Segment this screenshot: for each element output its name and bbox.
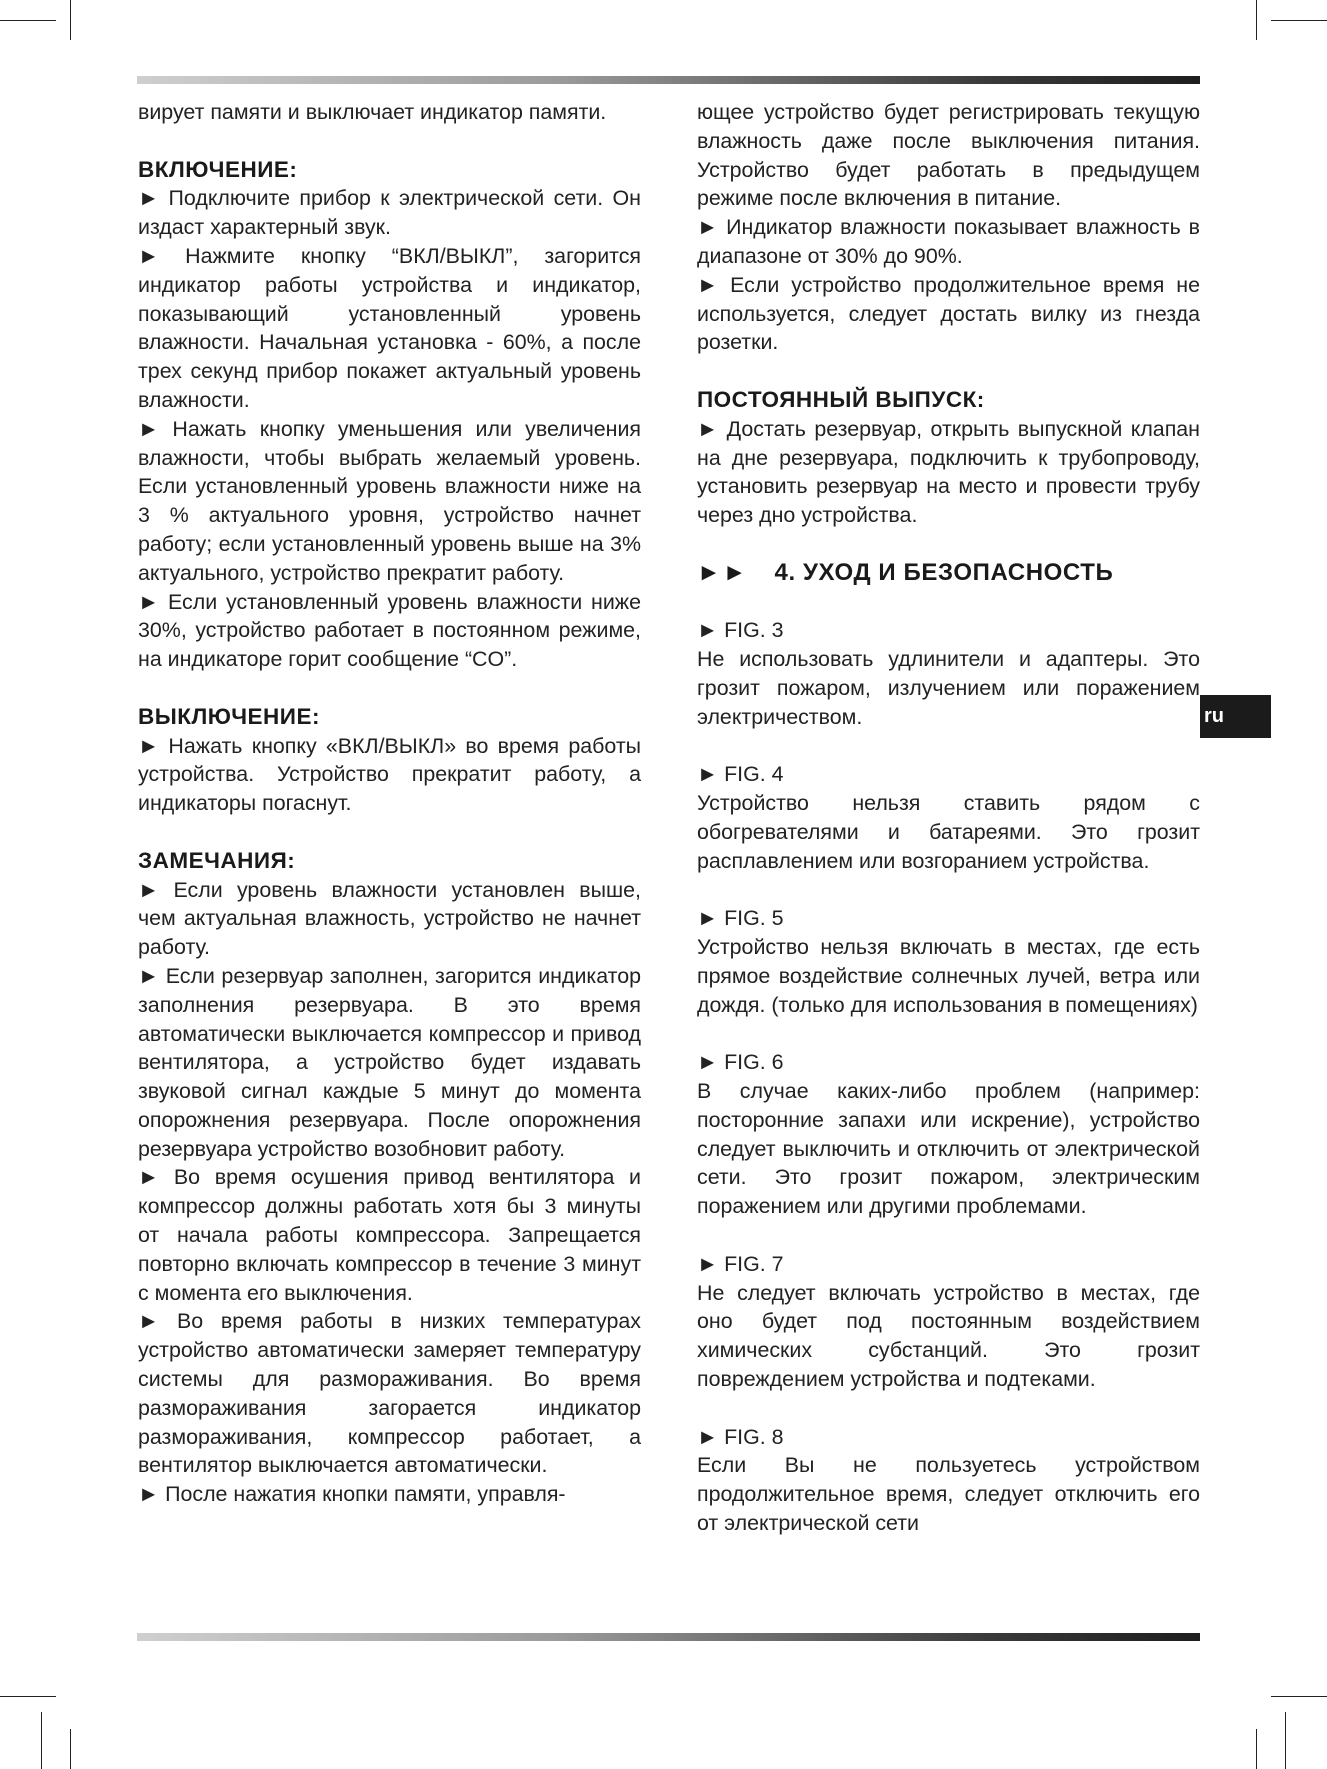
fig-text: Устройство нельзя ставить рядом с обогревателями и батареями. Это грозит расплавлением или возгоранием устройства. [697, 791, 1200, 873]
fig-label: ► FIG. 6 [697, 1050, 784, 1075]
continuation-paragraph: ющее устройство будет регистрировать текущую влажность даже после выключения питания. Устройство будет работать в предыдущем режиме после включения в питание. [697, 100, 1200, 211]
double-arrow-icon: ►► [697, 558, 749, 586]
fig-text: Не использовать удлинители и адаптеры. Это грозит пожаром, излучением или поражением электричеством. [697, 647, 1200, 729]
fig-label: ► FIG. 8 [697, 1424, 784, 1449]
power-off-heading: ВЫКЛЮЧЕНИЕ: [138, 703, 320, 729]
list-item: ► Подключите прибор к электрической сети. Он издаст характерный звук. [138, 186, 641, 240]
fig-text: Не следует включать устройство в местах, где оно будет под постоянным воздействием химических субстанций. Это грозит повреждением устройства и подтеками. [697, 1280, 1200, 1392]
language-tab: ru [1200, 695, 1271, 738]
notes-heading: ЗАМЕЧАНИЯ: [138, 847, 296, 873]
crop-mark [41, 1712, 42, 1769]
list-item: ► Если резервуар заполнен, загорится индикатор заполнения резервуара. В это время автоматически выключается компрессор и привод вентилятора, а устройство будет издавать звуковой сигнал каждые 5 минут до момента опорожнения резервуара. После опорожнения резервуара устройство возобновит работу. [138, 963, 641, 1161]
list-item: ► Во время работы в низких температурах устройство автоматически замеряет температуру системы для размораживания. Во время размораживания загорается индикатор размораживания, компрессор работает, а вентилятор выключается автоматически. [138, 1309, 641, 1478]
list-item: ► Достать резервуар, открыть выпускной клапан на дне резервуара, подключить к трубопроводу, установить резервуар на место и провести трубу через дно устройства. [697, 416, 1200, 528]
fig-label: ► FIG. 3 [697, 618, 784, 643]
care-section-heading [697, 559, 1200, 588]
list-item: ► Во время осушения привод вентилятора и компрессор должны работать хотя бы 3 минуты от начала работы компрессора. Запрещается повторно включать компрессор в течение 3 минут с момента его выключения. [138, 1165, 641, 1305]
list-item: ► Если установленный уровень влажности ниже 30%, устройство работает в постоянном режиме, на индикаторе горит сообщение “CO”. [138, 589, 641, 672]
fig-text: В случае каких-либо проблем (например: посторонние запахи или искрение), устройство следует выключить и отключить от электрической сети. Это грозит пожаром, электрическим поражением или другими проблемами. [697, 1079, 1200, 1219]
list-item: ► Нажмите кнопку “ВКЛ/ВЫКЛ”, загорится индикатор работы устройства и индикатор, показывающий установленный уровень влажности. Начальная установка - 60%, а после трех секунд прибор покажет актуальный уровень влажности. [138, 243, 641, 412]
footer-gradient-bar [137, 1633, 1200, 1641]
intro-paragraph: вирует памяти и выключает индикатор памяти. [138, 100, 607, 124]
fig-text: Устройство нельзя включать в местах, где есть прямое воздействие солнечных лучей, ветра или дождя. (только для использования в помещениях) [697, 935, 1200, 1017]
crop-mark [1271, 1696, 1327, 1697]
list-item: ► Нажать кнопку «ВКЛ/ВЫКЛ» во время работы устройства. Устройство прекратит работу, а индикаторы погаснут. [138, 733, 641, 816]
crop-mark [1271, 20, 1327, 21]
fig-label: ► FIG. 4 [697, 762, 784, 787]
fig-text: Если Вы не пользуетесь устройством продолжительное время, следует отключить его от электрической сети [697, 1453, 1200, 1536]
header-gradient-bar [137, 76, 1200, 84]
list-item: ► Если устройство продолжительное время не используется, следует достать вилку из гнезда розетки. [697, 272, 1200, 355]
continuous-drain-heading: ПОСТОЯННЫЙ ВЫПУСК: [697, 386, 985, 412]
crop-mark [1256, 0, 1257, 40]
left-column [138, 98, 641, 1509]
crop-mark [70, 1729, 71, 1769]
right-column [697, 98, 1200, 1538]
crop-mark [0, 20, 56, 21]
crop-mark [1285, 1712, 1286, 1769]
crop-mark [1256, 1729, 1257, 1769]
crop-mark [0, 1696, 56, 1697]
list-item: ► После нажатия кнопки памяти, управля- [138, 1482, 566, 1507]
care-heading-text: 4. УХОД И БЕЗОПАСНОСТЬ [774, 558, 1114, 586]
power-on-heading: ВКЛЮЧЕНИЕ: [138, 156, 298, 182]
list-item: ► Индикатор влажности показывает влажность в диапазоне от 30% до 90%. [697, 215, 1200, 268]
fig-label: ► FIG. 5 [697, 906, 784, 931]
crop-mark [70, 0, 71, 40]
list-item: ► Нажать кнопку уменьшения или увеличения влажности, чтобы выбрать желаемый уровень. Если установленный уровень влажности ниже на 3 % актуального уровня, устройство начнет работу; если установленный уровень выше на 3% актуального, устройство прекратит работу. [138, 416, 641, 585]
list-item: ► Если уровень влажности установлен выше, чем актуальная влажность, устройство не начнет работу. [138, 877, 641, 960]
fig-label: ► FIG. 7 [697, 1251, 784, 1276]
